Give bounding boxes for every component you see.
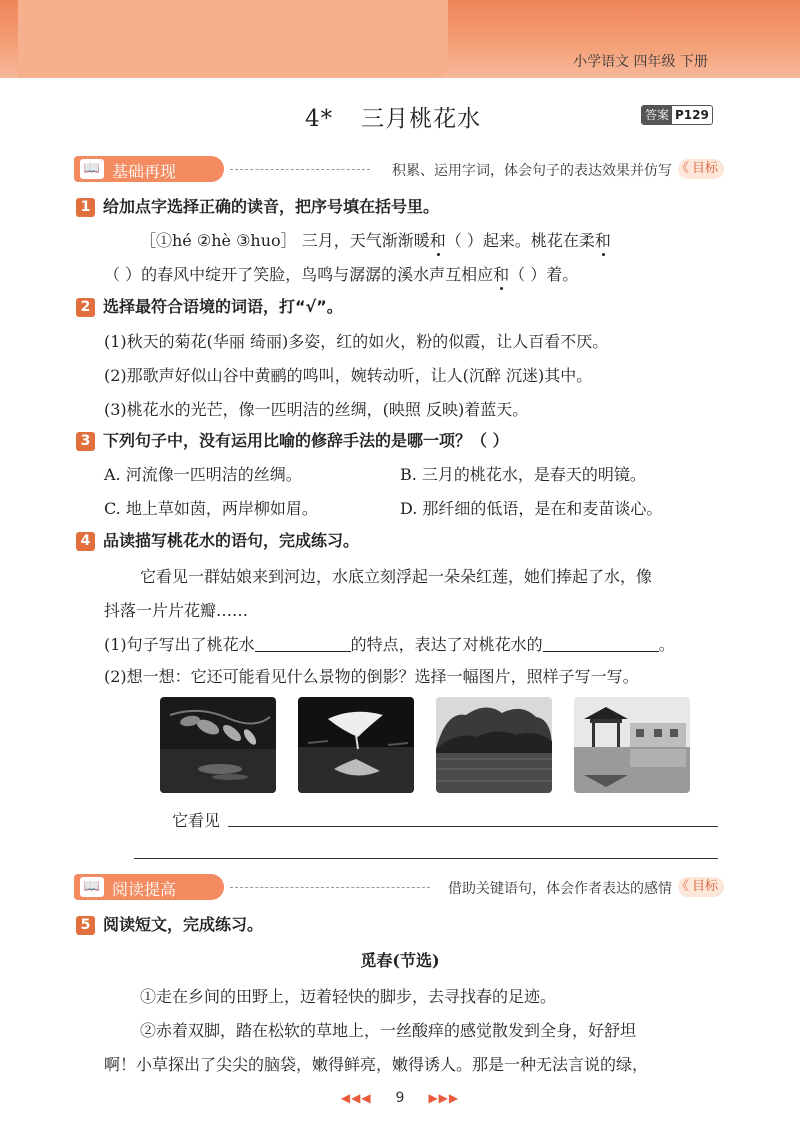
section-goal: 积累、运用字词，体会句子的表达效果并仿写 (392, 163, 672, 179)
lesson-number: 4* (305, 106, 334, 132)
answer-blank[interactable] (543, 651, 659, 652)
page-number: 9 (395, 1090, 405, 1106)
photo-pavilion-water[interactable] (574, 697, 690, 793)
question-number: 1 (76, 198, 95, 217)
section-label (74, 874, 224, 900)
q3-option-c: C. 地上草如茵，两岸柳如眉。 (104, 499, 318, 518)
q1-text: ［①hé ②hè ③huo］ 三月，天气渐渐暖 (140, 231, 430, 250)
q3-option-b: B. 三月的桃花水，是春天的明镜。 (400, 465, 646, 484)
section-goal: 借助关键语句，体会作者表达的感情 (448, 881, 672, 897)
header-tab (18, 0, 448, 78)
book-icon: 📖 (80, 159, 104, 179)
q1-line-1 (140, 228, 611, 251)
q1-text: （ ）起来。桃花在柔 (445, 231, 595, 250)
q4-text: 的特点，表达了对桃花水的 (350, 635, 543, 654)
header-band (0, 0, 800, 78)
goal-tag: 《 目标 (678, 877, 724, 897)
question-5-title (76, 912, 263, 935)
answer-label: 答案 (642, 106, 672, 124)
section-label (74, 156, 224, 182)
goal-tag: 《 目标 (678, 159, 724, 179)
question-text: 选择最符合语境的词语，打“√”。 (103, 297, 343, 316)
dotted-char: 和 (429, 231, 446, 250)
question-number: 4 (76, 532, 95, 551)
article-paragraph-2-line-1: ②赤着双脚，踏在松软的草地上，一丝酸痒的感觉散发到全身，好舒坦 (140, 1021, 637, 1040)
writing-line[interactable] (134, 858, 718, 859)
photo-egret-reflection[interactable] (298, 697, 414, 793)
page-footer (0, 1090, 800, 1106)
question-text: 给加点字选择正确的读音，把序号填在括号里。 (103, 197, 440, 216)
question-number: 2 (76, 298, 95, 317)
q3-option-a: A. 河流像一匹明洁的丝绸。 (104, 465, 302, 484)
section-label-text: 阅读提高 (112, 880, 177, 899)
left-arrows-icon: ◀◀◀ (340, 1091, 372, 1105)
question-1-title (76, 194, 439, 217)
q4-sub-2: (2)想一想：它还可能看见什么景物的倒影？选择一幅图片，照样子写一写。 (104, 667, 639, 686)
q1-text: （ ）的春风中绽开了笑脸，鸟鸣与潺潺的溪水声互相应 (104, 265, 494, 284)
dotted-char: 和 (594, 231, 611, 250)
section-banner-reading (74, 874, 724, 900)
q4-passage-line-1: 它看见一群姑娘来到河边，水底立刻浮起一朵朵红莲，她们捧起了水，像 (140, 567, 653, 586)
question-text: 下列句子中，没有运用比喻的修辞手法的是哪一项？（ ） (103, 431, 509, 450)
banner-divider (230, 169, 370, 170)
q4-text: 。 (658, 635, 675, 654)
lesson-title-text: 三月桃花水 (361, 106, 482, 132)
banner-divider (230, 887, 430, 888)
q4-passage-line-2: 抖落一片片花瓣…… (104, 601, 249, 620)
dotted-char: 和 (493, 265, 510, 284)
answer-blank[interactable] (255, 651, 351, 652)
photo-leaves-reflection[interactable] (160, 697, 276, 793)
q2-item-1: (1)秋天的菊花(华丽 绮丽)多姿，红的如火，粉的似霞，让人百看不厌。 (104, 332, 609, 351)
right-arrows-icon: ▶▶▶ (428, 1091, 460, 1105)
question-2-title (76, 294, 343, 317)
section-banner-basic (74, 156, 724, 182)
q3-option-d: D. 那纤细的低语，是在和麦苗谈心。 (400, 499, 663, 518)
question-3-title (76, 428, 509, 451)
article-paragraph-1: ①走在乡间的田野上，迈着轻快的脚步，去寻找春的足迹。 (140, 987, 557, 1006)
writing-line[interactable] (228, 826, 718, 827)
article-paragraph-2-line-2: 啊！小草探出了尖尖的脑袋，嫩得鲜亮，嫩得诱人。那是一种无法言说的绿， (104, 1055, 649, 1074)
question-4-title (76, 528, 359, 551)
article-title: 觅春(节选) (360, 951, 440, 970)
q2-item-2: (2)那歌声好似山谷中黄鹂的鸣叫，婉转动听，让人(沉醉 沉迷)其中。 (104, 366, 593, 385)
question-number: 3 (76, 432, 95, 451)
write-prefix: 它看见 (172, 811, 221, 830)
section-label-text: 基础再现 (112, 162, 177, 181)
book-icon: 📖 (80, 877, 104, 897)
q1-text: （ ）着。 (509, 265, 579, 284)
lesson-title (305, 100, 481, 133)
question-text: 阅读短文，完成练习。 (103, 915, 264, 934)
subject-label: 小学语文 四年级 下册 (573, 54, 708, 70)
answer-page-badge (641, 105, 713, 125)
q2-item-3: (3)桃花水的光芒，像一匹明洁的丝绸，(映照 反映)着蓝天。 (104, 400, 529, 419)
question-number: 5 (76, 916, 95, 935)
q4-sub-1 (104, 632, 675, 655)
question-text: 品读描写桃花水的语句，完成练习。 (103, 531, 360, 550)
q4-text: (1)句子写出了桃花水 (104, 635, 255, 654)
photo-trees-lake[interactable] (436, 697, 552, 793)
lesson-title-row (0, 100, 800, 134)
q1-line-2 (104, 262, 578, 285)
answer-page: P129 (675, 108, 709, 122)
